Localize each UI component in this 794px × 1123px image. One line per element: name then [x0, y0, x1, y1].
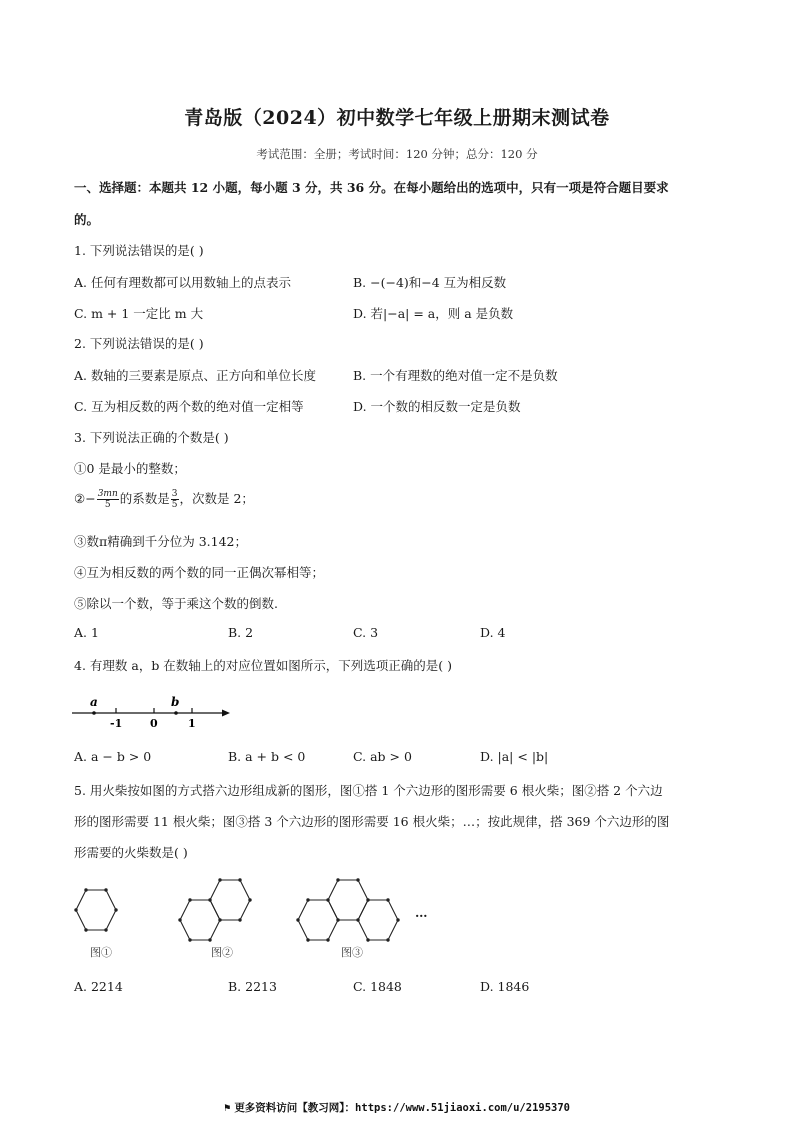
q3-option-d: D. 4: [480, 625, 506, 640]
q5-option-d: D. 1846: [480, 979, 530, 994]
q4-option-b: B. a + b < 0: [228, 749, 306, 764]
flag-icon: ⚑: [223, 1102, 231, 1114]
q3-statement-3: ③数π精确到千分位为 3.142；: [74, 534, 247, 549]
q5-option-a: A. 2214: [74, 979, 123, 994]
footer-text[interactable]: 更多资料访问【教习网】：https://www.51jiaoxi.com/u/2195370: [234, 1102, 570, 1114]
fraction-3mn-over-5: [97, 489, 119, 510]
question-5-line-3: 形需要的火柴数是( ): [74, 845, 188, 860]
label-b: b: [171, 695, 180, 709]
question-5-line-2: 形的图形需要 11 根火柴；图③搭 3 个六边形的图形需要 16 根火柴；…；按此规律，搭 369 个六边形的图: [74, 814, 670, 829]
question-5-line-1: 5. 用火柴按如图的方式搭六边形组成新的图形，图①搭 1 个六边形的图形需要 6 根火柴；图②搭 2 个六边: [74, 783, 663, 798]
question-2-stem: 2. 下列说法错误的是( ): [74, 336, 204, 351]
fraction-denominator: 5: [104, 500, 111, 510]
q3-s2-prefix: ②−: [74, 491, 96, 506]
q2-option-d: D. 一个数的相反数一定是负数: [353, 399, 521, 414]
figure-label-2: 图②: [211, 946, 233, 959]
q5-option-c: C. 1848: [353, 979, 402, 994]
q1-option-c: C. m + 1 一定比 m 大: [74, 306, 204, 321]
number-line-figure: [70, 693, 235, 733]
point-b: [174, 711, 178, 715]
axis-arrow-icon: [222, 710, 230, 717]
q4-option-d: D. |a| < |b|: [480, 749, 549, 764]
figure-label-1: 图①: [90, 946, 112, 959]
q1-option-d: D. 若|−a| = a，则 a 是负数: [353, 306, 514, 321]
q4-option-a: A. a − b > 0: [74, 749, 152, 764]
footer-link[interactable]: [0, 1100, 794, 1115]
q2-option-b: B. 一个有理数的绝对值一定不是负数: [353, 368, 558, 383]
hexagon-figure-1: [70, 885, 125, 940]
figure-ellipsis: …: [415, 905, 428, 920]
label-0: 0: [150, 717, 158, 730]
hexagon-figure-2: [175, 874, 265, 944]
q3-option-c: C. 3: [353, 625, 379, 640]
point-a: [92, 711, 96, 715]
q2-option-a: A. 数轴的三要素是原点、正方向和单位长度: [74, 368, 316, 383]
q5-option-b: B. 2213: [228, 979, 277, 994]
page-title: 青岛版（2024）初中数学七年级上册期末测试卷: [184, 107, 610, 129]
q4-option-c: C. ab > 0: [353, 749, 412, 764]
section-heading-cont: 的。: [74, 212, 100, 227]
fraction-numerator: 3mn: [97, 489, 118, 499]
q1-option-b: B. −(−4)和−4 互为相反数: [353, 275, 507, 290]
fraction-denominator: 5: [171, 500, 178, 510]
question-4-stem: 4. 有理数 a，b 在数轴上的对应位置如图所示，下列选项正确的是( ): [74, 658, 453, 673]
exam-info: 考试范围：全册；考试时间：120 分钟；总分：120 分: [256, 147, 538, 161]
q3-statement-5: ⑤除以一个数，等于乘这个数的倒数.: [74, 596, 278, 611]
fraction-3-over-5: [171, 489, 179, 510]
label-minus-1: -1: [110, 717, 123, 730]
hexagon-figure-3: [293, 874, 413, 944]
q3-statement-2: [74, 489, 254, 510]
label-a: a: [90, 695, 98, 709]
question-1-stem: 1. 下列说法错误的是( ): [74, 243, 204, 258]
label-1: 1: [188, 717, 196, 730]
q3-statement-4: ④互为相反数的两个数的同一正偶次幂相等；: [74, 565, 325, 580]
q3-statement-1: ①0 是最小的整数；: [74, 461, 186, 476]
q3-s2-suffix: ，次数是 2；: [179, 491, 254, 506]
q3-s2-mid: 的系数是: [119, 491, 170, 506]
q3-option-a: A. 1: [74, 625, 99, 640]
question-3-stem: 3. 下列说法正确的个数是( ): [74, 430, 229, 445]
q2-option-c: C. 互为相反数的两个数的绝对值一定相等: [74, 399, 304, 414]
q3-option-b: B. 2: [228, 625, 254, 640]
figure-label-3: 图③: [341, 946, 363, 959]
q1-option-a: A. 任何有理数都可以用数轴上的点表示: [74, 275, 291, 290]
fraction-numerator: 3: [171, 489, 178, 499]
section-heading: 一、选择题：本题共 12 小题，每小题 3 分，共 36 分。在每小题给出的选项中，只有一项是符合题目要求: [74, 180, 669, 195]
